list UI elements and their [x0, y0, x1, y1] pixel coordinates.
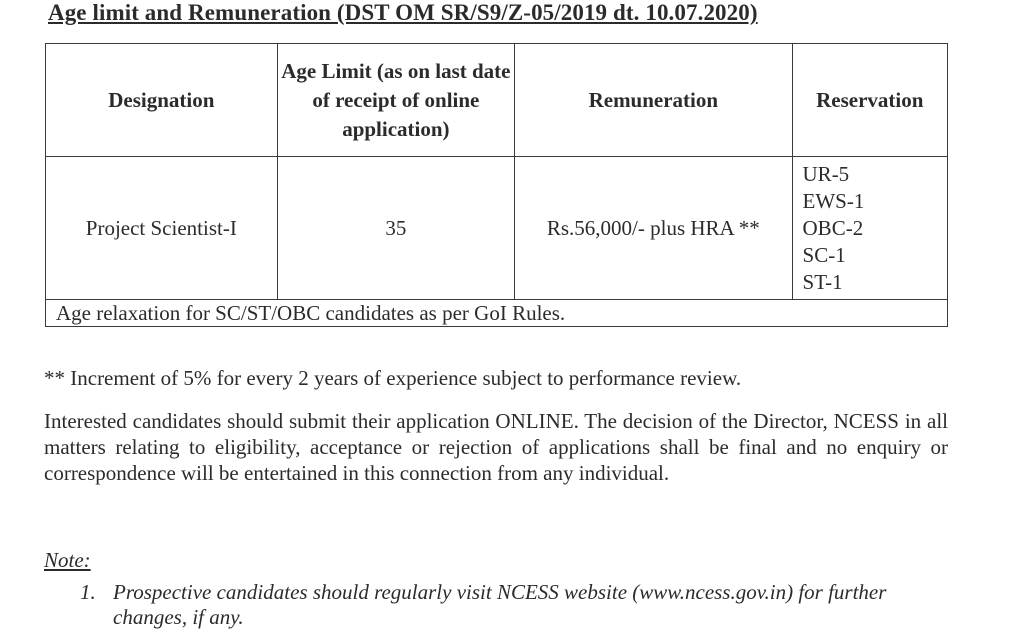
table-row — [46, 157, 948, 300]
remuneration-table — [45, 43, 948, 327]
reservation-item: EWS-1 — [802, 188, 865, 213]
application-instructions: Interested candidates should submit their application ONLINE. The decision of the Director, NCESS in all matters relating to eligibility, acceptance or rejection of applications shall be final and no enquiry or correspondence will be entertained in this connection from any individual. — [44, 409, 948, 485]
note-item-number: 1. — [80, 580, 96, 604]
header-remuneration: Remuneration — [515, 44, 792, 157]
table-header-row — [46, 44, 948, 157]
reservation-item: SC-1 — [802, 242, 846, 267]
cell-designation: Project Scientist-I — [46, 157, 278, 300]
reservation-list — [793, 161, 947, 296]
cell-reservation — [792, 157, 947, 300]
increment-footnote: ** Increment of 5% for every 2 years of experience subject to performance review. — [44, 366, 742, 390]
header-designation: Designation — [46, 44, 278, 157]
note-item — [80, 580, 950, 630]
cell-remuneration: Rs.56,000/- plus HRA ** — [515, 157, 792, 300]
reservation-item: OBC-2 — [802, 215, 864, 240]
cell-age-limit: 35 — [277, 157, 515, 300]
note-label: Note: — [44, 548, 91, 572]
relaxation-row — [46, 300, 948, 327]
page-heading: Age limit and Remuneration (DST OM SR/S9/Z-05/2019 dt. 10.07.2020) — [48, 0, 758, 25]
reservation-item: UR-5 — [802, 161, 850, 186]
note-item-text: Prospective candidates should regularly visit NCESS website (www.ncess.gov.in) for further changes, if any. — [113, 580, 887, 629]
header-age-limit: Age Limit (as on last date of receipt of online application) — [277, 44, 515, 157]
age-relaxation-note: Age relaxation for SC/ST/OBC candidates as per GoI Rules. — [46, 300, 948, 327]
header-reservation: Reservation — [792, 44, 947, 157]
reservation-item: ST-1 — [802, 269, 843, 294]
